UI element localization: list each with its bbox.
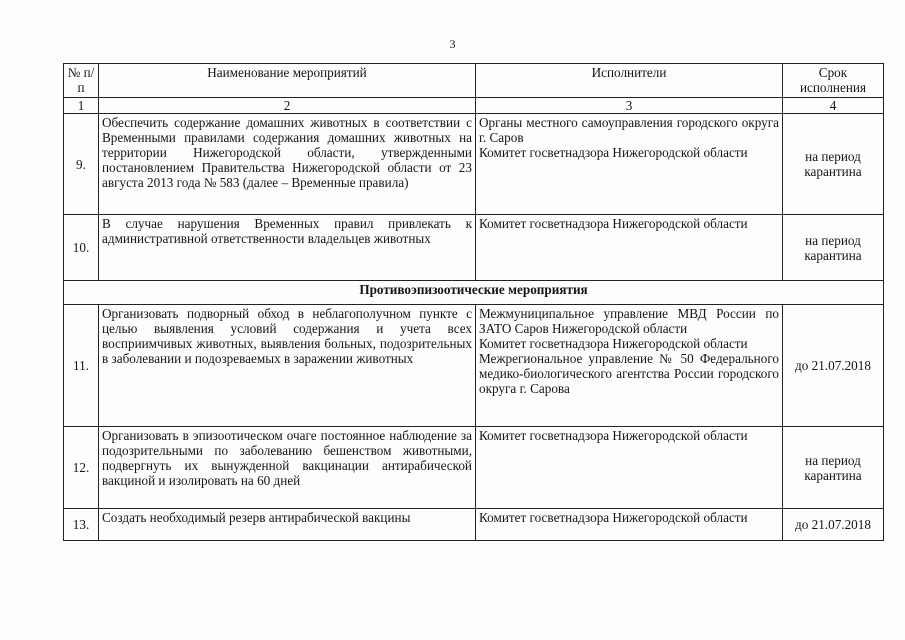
row-number: 9. xyxy=(64,114,99,215)
term-cell: до 21.07.2018 xyxy=(783,305,884,427)
executor-line: Комитет госветнадзора Нижегородской области xyxy=(479,145,748,160)
executor-line: Комитет госветнадзора Нижегородской области xyxy=(479,216,748,231)
measures-table xyxy=(63,63,884,541)
column-index: 1 xyxy=(64,98,99,114)
term-cell: на период карантина xyxy=(783,215,884,281)
rows-group-b xyxy=(64,305,884,541)
executor-line: Комитет госветнадзора Нижегородской области xyxy=(479,336,748,351)
header-executors: Исполнители xyxy=(476,64,783,98)
rows-group-a xyxy=(64,114,884,281)
header-name: Наименование мероприятий xyxy=(99,64,476,98)
column-index: 4 xyxy=(783,98,884,114)
section-title: Противоэпизоотические мероприятия xyxy=(64,281,884,305)
table-row xyxy=(64,509,884,541)
row-number: 12. xyxy=(64,427,99,509)
term-cell: до 21.07.2018 xyxy=(783,509,884,541)
measure-name: Обеспечить содержание домашних животных в соответствии с Временными правилами содержания домашних животных на территории Нижегородской области, утвержденными постановлением Правительства Нижегородской области от 23 августа 2013 года № 583 (далее – Временные правила) xyxy=(99,114,476,215)
executor-line: Комитет госветнадзора Нижегородской области xyxy=(479,428,748,443)
header-row xyxy=(64,64,884,98)
column-index: 2 xyxy=(99,98,476,114)
column-index: 3 xyxy=(476,98,783,114)
measure-name: В случае нарушения Временных правил привлекать к административной ответственности владельцев животных xyxy=(99,215,476,281)
executors-cell xyxy=(476,305,783,427)
row-number: 10. xyxy=(64,215,99,281)
page-number: 3 xyxy=(449,37,456,51)
executor-line: Межмуниципальное управление МВД России по ЗАТО Саров Нижегородской области xyxy=(479,306,779,336)
column-index-row xyxy=(64,98,884,114)
executors-cell xyxy=(476,509,783,541)
table-row xyxy=(64,215,884,281)
row-number: 13. xyxy=(64,509,99,541)
header-term: Срок исполнения xyxy=(783,64,884,98)
table-row xyxy=(64,427,884,509)
measure-name: Создать необходимый резерв антирабической вакцины xyxy=(99,509,476,541)
executor-line: Межрегиональное управление № 50 Федерального медико-биологического агентства России городского округа г. Сарова xyxy=(479,351,779,396)
table-row xyxy=(64,305,884,427)
row-number: 11. xyxy=(64,305,99,427)
header-num: № п/п xyxy=(64,64,99,98)
executors-cell xyxy=(476,215,783,281)
measure-name: Организовать в эпизоотическом очаге постоянное наблюдение за подозрительными по заболеванию бешенством животными, подвергнуть их вынужденной вакцинации антирабической вакциной и изолировать на 60 дней xyxy=(99,427,476,509)
table-row xyxy=(64,114,884,215)
executor-line: Органы местного самоуправления городского округа г. Саров xyxy=(479,115,779,145)
measure-name: Организовать подворный обход в неблагополучном пункте с целью выявления условий содержания и учета всех восприимчивых животных, выявления больных, подозрительных в заболевании и подозреваемых в заражении животных xyxy=(99,305,476,427)
section-row xyxy=(64,281,884,305)
executor-line: Комитет госветнадзора Нижегородской области xyxy=(479,510,748,525)
term-cell: на период карантина xyxy=(783,114,884,215)
term-cell: на период карантина xyxy=(783,427,884,509)
executors-cell xyxy=(476,427,783,509)
executors-cell xyxy=(476,114,783,215)
